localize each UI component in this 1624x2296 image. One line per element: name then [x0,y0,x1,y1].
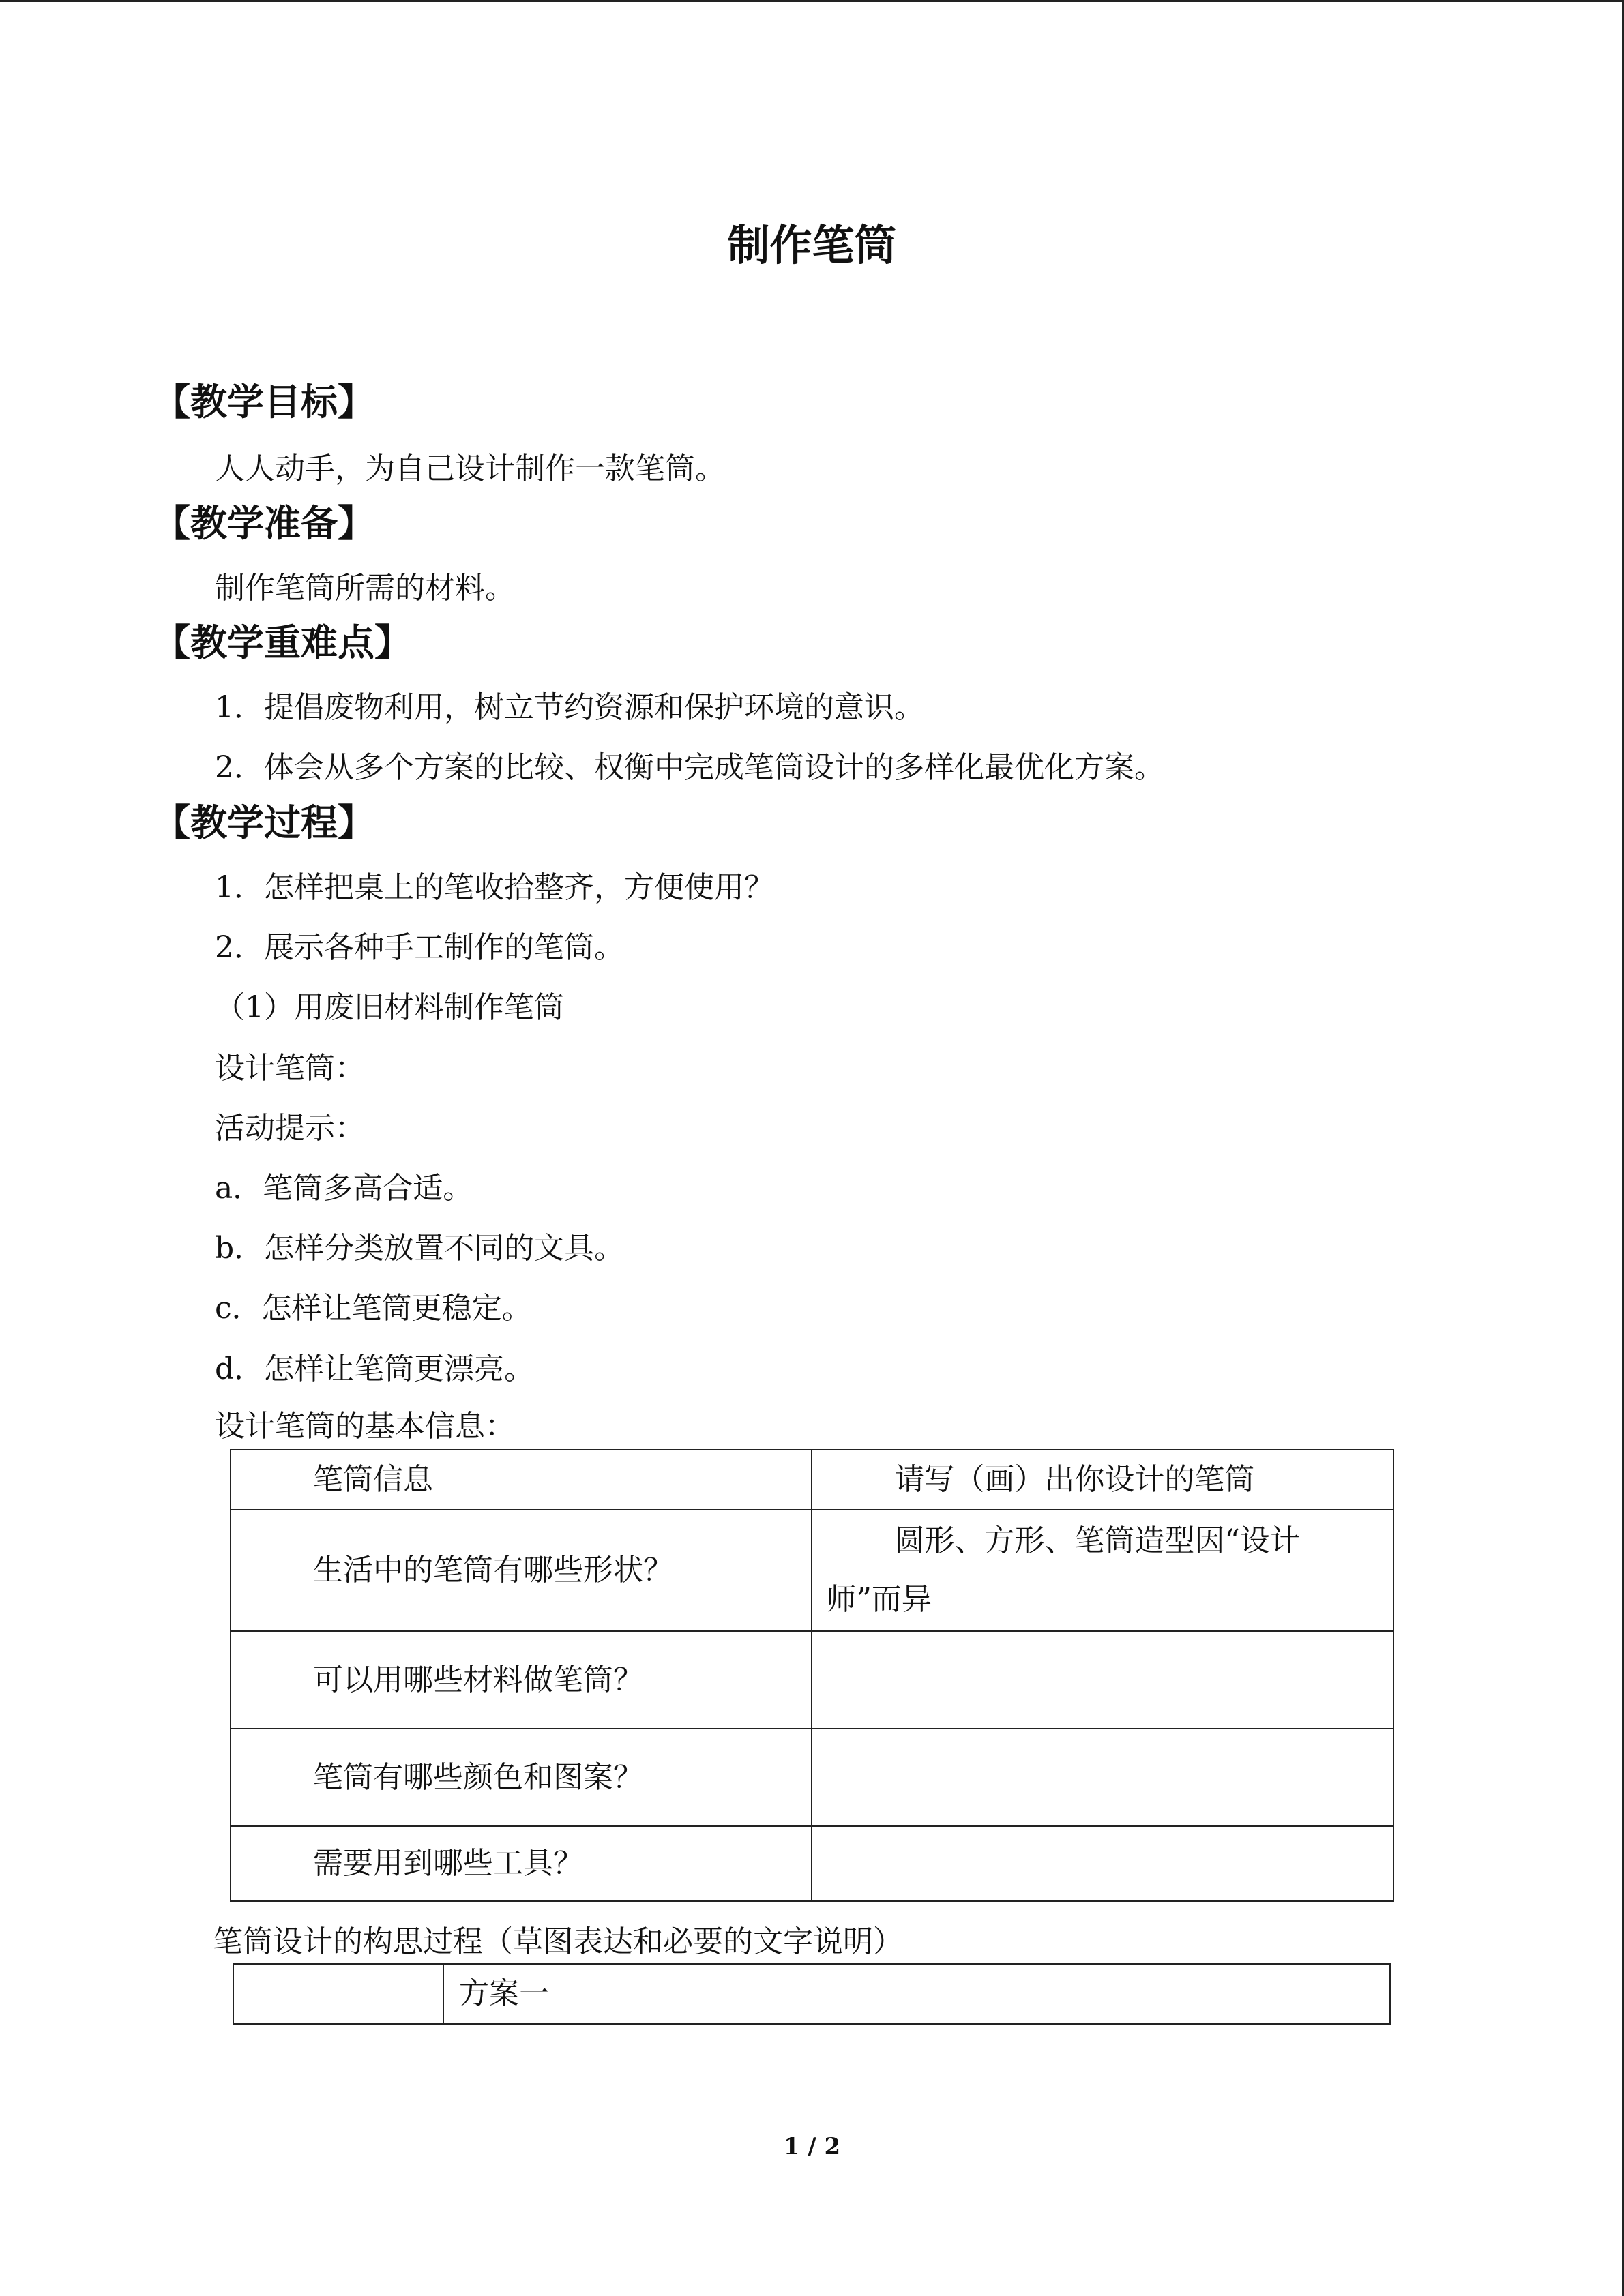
table-answer-cell[interactable] [812,1826,1393,1901]
pen-holder-info-table [230,1449,1394,1902]
process-line: d．怎样让笔筒更漂亮。 [215,1352,535,1386]
design-plan-table [233,1963,1391,2025]
process-line: c．怎样让笔筒更稳定。 [215,1291,532,1326]
table-answer-cell[interactable] [812,1729,1393,1826]
sketch-caption: 笔筒设计的构思过程（草图表达和必要的文字说明） [213,1924,903,1959]
key-item: 2．体会从多个方案的比较、权衡中完成笔筒设计的多样化最优化方案。 [215,750,1164,785]
process-line: b．怎样分类放置不同的文具。 [215,1231,625,1266]
table-question-cell: 生活中的笔筒有哪些形状？ [231,1510,812,1631]
process-line: 设计笔筒： [215,1051,365,1086]
key-item: 1．提倡废物利用，树立节约资源和保护环境的意识。 [215,690,924,725]
plan-option-cell: 方案一 [443,1964,1390,2024]
process-line: 1．怎样把桌上的笔收拾整齐，方便使用？ [215,870,774,905]
page-title: 制作笔筒 [727,220,897,270]
answer-line: 师”而异 [826,1582,932,1617]
table-header-row [231,1450,1393,1510]
table-question-cell: 可以用哪些材料做笔筒？ [231,1631,812,1729]
table-row [231,1826,1393,1901]
table-header-cell: 笔筒信息 [231,1450,812,1510]
table-question-cell: 笔筒有哪些颜色和图案？ [231,1729,812,1826]
key-heading: 【教学重难点】 [153,621,411,664]
prep-heading: 【教学准备】 [153,502,374,545]
table-row [231,1729,1393,1826]
table-answer-cell [812,1510,1393,1631]
plan-label-cell [233,1964,443,2024]
prep-text: 制作笔筒所需的材料。 [215,571,515,606]
goal-text: 人人动手，为自己设计制作一款笔筒。 [215,451,725,486]
table-row [233,1964,1390,2024]
process-line: 活动提示： [215,1111,365,1146]
table-row [231,1631,1393,1729]
process-line: （1）用废旧材料制作笔筒 [215,990,564,1025]
table-answer-cell[interactable] [812,1631,1393,1729]
answer-line: 圆形、方形、笔筒造型因“设计 [894,1523,1300,1558]
table-header-cell: 请写（画）出你设计的笔筒 [812,1450,1393,1510]
table-question-cell: 需要用到哪些工具？ [231,1826,812,1901]
process-line: 设计笔筒的基本信息： [215,1409,515,1444]
goal-heading: 【教学目标】 [153,381,374,423]
process-line: 2．展示各种手工制作的笔筒。 [215,930,624,965]
table-row [231,1510,1393,1631]
page-number: 1 / 2 [783,2133,841,2160]
process-line: a．笔筒多高合适。 [215,1171,473,1206]
top-border [0,0,1624,2]
process-heading: 【教学过程】 [153,801,374,844]
